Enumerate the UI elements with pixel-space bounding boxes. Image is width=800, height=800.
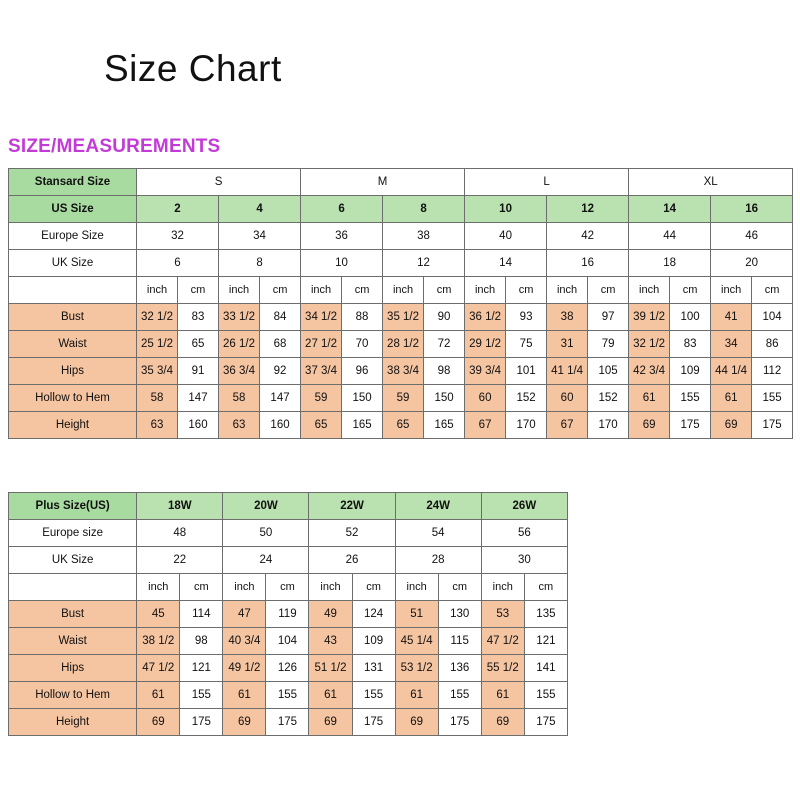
- cell-value: 37 3/4: [301, 358, 342, 385]
- cell-value: 155: [352, 682, 395, 709]
- cell-value: 58: [219, 385, 260, 412]
- unit-cell: cm: [178, 277, 219, 304]
- unit-cell: cm: [266, 574, 309, 601]
- cell-value: 155: [670, 385, 711, 412]
- row-label: Europe Size: [9, 223, 137, 250]
- cell-value: 61: [481, 682, 524, 709]
- cell-value: 91: [178, 358, 219, 385]
- cell-value: 155: [266, 682, 309, 709]
- table-row: [9, 358, 793, 385]
- plus-size-24W: 24W: [395, 493, 481, 520]
- cell-value: 39 1/2: [629, 304, 670, 331]
- cell-value: 105: [588, 358, 629, 385]
- cell-value: 65: [301, 412, 342, 439]
- cell-value: 61: [309, 682, 352, 709]
- cell-value: 60: [465, 385, 506, 412]
- cell-value: 44: [629, 223, 711, 250]
- cell-value: 119: [266, 601, 309, 628]
- row-label: UK Size: [9, 250, 137, 277]
- cell-value: 55 1/2: [481, 655, 524, 682]
- size-group-M: M: [301, 169, 465, 196]
- cell-value: 69: [137, 709, 180, 736]
- cell-value: 16: [547, 250, 629, 277]
- plus-size-table: [8, 492, 568, 736]
- cell-value: 6: [301, 196, 383, 223]
- cell-value: 47: [223, 601, 266, 628]
- cell-value: 67: [465, 412, 506, 439]
- row-label: Hollow to Hem: [9, 385, 137, 412]
- cell-value: 61: [711, 385, 752, 412]
- table-row: [9, 709, 568, 736]
- cell-value: 150: [342, 385, 383, 412]
- cell-value: 115: [438, 628, 481, 655]
- cell-value: 109: [352, 628, 395, 655]
- cell-value: 131: [352, 655, 395, 682]
- cell-value: 67: [547, 412, 588, 439]
- cell-value: 38: [547, 304, 588, 331]
- cell-value: 40: [465, 223, 547, 250]
- cell-value: 68: [260, 331, 301, 358]
- cell-value: 51: [395, 601, 438, 628]
- unit-cell: cm: [438, 574, 481, 601]
- unit-cell: cm: [752, 277, 793, 304]
- cell-value: 14: [465, 250, 547, 277]
- cell-value: 60: [547, 385, 588, 412]
- plus-size-20W: 20W: [223, 493, 309, 520]
- unit-cell: inch: [219, 277, 260, 304]
- cell-value: 136: [438, 655, 481, 682]
- cell-value: 56: [481, 520, 567, 547]
- cell-value: 36 3/4: [219, 358, 260, 385]
- standard-size-header: Stansard Size: [9, 169, 137, 196]
- cell-value: 88: [342, 304, 383, 331]
- table-row: [9, 682, 568, 709]
- cell-value: 84: [260, 304, 301, 331]
- size-group-S: S: [137, 169, 301, 196]
- cell-value: 33 1/2: [219, 304, 260, 331]
- unit-cell: cm: [524, 574, 567, 601]
- plus-size-26W: 26W: [481, 493, 567, 520]
- size-group-XL: XL: [629, 169, 793, 196]
- unit-cell: inch: [711, 277, 752, 304]
- row-label: Hips: [9, 655, 137, 682]
- cell-value: 69: [309, 709, 352, 736]
- cell-value: 175: [180, 709, 223, 736]
- unit-cell: inch: [481, 574, 524, 601]
- cell-value: 100: [670, 304, 711, 331]
- cell-value: 35 3/4: [137, 358, 178, 385]
- cell-value: 45 1/4: [395, 628, 438, 655]
- row-label: Waist: [9, 628, 137, 655]
- unit-cell: inch: [465, 277, 506, 304]
- plus-size-22W: 22W: [309, 493, 395, 520]
- unit-cell: cm: [352, 574, 395, 601]
- cell-value: 12: [547, 196, 629, 223]
- cell-value: 48: [137, 520, 223, 547]
- cell-value: 8: [219, 250, 301, 277]
- cell-value: 98: [180, 628, 223, 655]
- cell-value: 51 1/2: [309, 655, 352, 682]
- table-row: [9, 169, 793, 196]
- cell-value: 47 1/2: [137, 655, 180, 682]
- cell-value: 25 1/2: [137, 331, 178, 358]
- cell-value: 20: [711, 250, 793, 277]
- row-label: Europe size: [9, 520, 137, 547]
- unit-cell: inch: [383, 277, 424, 304]
- plus-size-header: Plus Size(US): [9, 493, 137, 520]
- unit-cell: inch: [547, 277, 588, 304]
- cell-value: 124: [352, 601, 395, 628]
- cell-value: 10: [301, 250, 383, 277]
- cell-value: 24: [223, 547, 309, 574]
- table-row: [9, 385, 793, 412]
- table-row: [9, 655, 568, 682]
- row-label: Bust: [9, 304, 137, 331]
- cell-value: 8: [383, 196, 465, 223]
- cell-value: 175: [670, 412, 711, 439]
- cell-value: 22: [137, 547, 223, 574]
- section-label: SIZE/MEASUREMENTS: [8, 136, 221, 157]
- row-label: Height: [9, 709, 137, 736]
- cell-value: 16: [711, 196, 793, 223]
- table-row: [9, 196, 793, 223]
- cell-value: 42 3/4: [629, 358, 670, 385]
- row-label-empty: [9, 574, 137, 601]
- table-row: [9, 574, 568, 601]
- table-row: [9, 304, 793, 331]
- cell-value: 36 1/2: [465, 304, 506, 331]
- cell-value: 52: [309, 520, 395, 547]
- cell-value: 50: [223, 520, 309, 547]
- cell-value: 135: [524, 601, 567, 628]
- cell-value: 98: [424, 358, 465, 385]
- cell-value: 152: [588, 385, 629, 412]
- page-title: Size Chart: [104, 48, 282, 89]
- cell-value: 6: [137, 250, 219, 277]
- table-row: [9, 493, 568, 520]
- cell-value: 18: [629, 250, 711, 277]
- unit-cell: inch: [301, 277, 342, 304]
- cell-value: 53 1/2: [395, 655, 438, 682]
- cell-value: 34 1/2: [301, 304, 342, 331]
- table-row: [9, 628, 568, 655]
- cell-value: 14: [629, 196, 711, 223]
- unit-cell: cm: [342, 277, 383, 304]
- cell-value: 4: [219, 196, 301, 223]
- cell-value: 65: [383, 412, 424, 439]
- cell-value: 69: [481, 709, 524, 736]
- cell-value: 36: [301, 223, 383, 250]
- cell-value: 101: [506, 358, 547, 385]
- unit-cell: inch: [395, 574, 438, 601]
- cell-value: 170: [506, 412, 547, 439]
- cell-value: 58: [137, 385, 178, 412]
- row-label-empty: [9, 277, 137, 304]
- cell-value: 53: [481, 601, 524, 628]
- cell-value: 32 1/2: [137, 304, 178, 331]
- table-row: [9, 547, 568, 574]
- table-row: [9, 331, 793, 358]
- cell-value: 83: [178, 304, 219, 331]
- unit-cell: cm: [506, 277, 547, 304]
- cell-value: 31: [547, 331, 588, 358]
- cell-value: 47 1/2: [481, 628, 524, 655]
- row-label: Waist: [9, 331, 137, 358]
- cell-value: 69: [711, 412, 752, 439]
- unit-cell: cm: [180, 574, 223, 601]
- cell-value: 175: [752, 412, 793, 439]
- cell-value: 69: [395, 709, 438, 736]
- table-row: [9, 250, 793, 277]
- row-label: UK Size: [9, 547, 137, 574]
- cell-value: 96: [342, 358, 383, 385]
- cell-value: 38: [383, 223, 465, 250]
- row-label: Hollow to Hem: [9, 682, 137, 709]
- cell-value: 93: [506, 304, 547, 331]
- cell-value: 59: [383, 385, 424, 412]
- cell-value: 69: [629, 412, 670, 439]
- cell-value: 147: [260, 385, 301, 412]
- cell-value: 175: [352, 709, 395, 736]
- cell-value: 61: [395, 682, 438, 709]
- cell-value: 41 1/4: [547, 358, 588, 385]
- cell-value: 72: [424, 331, 465, 358]
- cell-value: 32: [137, 223, 219, 250]
- cell-value: 42: [547, 223, 629, 250]
- unit-cell: inch: [223, 574, 266, 601]
- unit-cell: inch: [137, 277, 178, 304]
- cell-value: 49: [309, 601, 352, 628]
- cell-value: 63: [137, 412, 178, 439]
- cell-value: 44 1/4: [711, 358, 752, 385]
- cell-value: 170: [588, 412, 629, 439]
- table-row: [9, 601, 568, 628]
- cell-value: 54: [395, 520, 481, 547]
- cell-value: 114: [180, 601, 223, 628]
- cell-value: 69: [223, 709, 266, 736]
- cell-value: 45: [137, 601, 180, 628]
- cell-value: 28 1/2: [383, 331, 424, 358]
- table-row: [9, 412, 793, 439]
- cell-value: 83: [670, 331, 711, 358]
- cell-value: 38 1/2: [137, 628, 180, 655]
- cell-value: 63: [219, 412, 260, 439]
- unit-cell: inch: [309, 574, 352, 601]
- cell-value: 90: [424, 304, 465, 331]
- cell-value: 97: [588, 304, 629, 331]
- row-label: US Size: [9, 196, 137, 223]
- cell-value: 112: [752, 358, 793, 385]
- cell-value: 61: [223, 682, 266, 709]
- cell-value: 65: [178, 331, 219, 358]
- cell-value: 40 3/4: [223, 628, 266, 655]
- unit-cell: inch: [137, 574, 180, 601]
- cell-value: 104: [266, 628, 309, 655]
- cell-value: 86: [752, 331, 793, 358]
- cell-value: 175: [524, 709, 567, 736]
- cell-value: 121: [180, 655, 223, 682]
- table-row: [9, 520, 568, 547]
- cell-value: 27 1/2: [301, 331, 342, 358]
- cell-value: 61: [137, 682, 180, 709]
- cell-value: 152: [506, 385, 547, 412]
- cell-value: 155: [438, 682, 481, 709]
- unit-cell: cm: [260, 277, 301, 304]
- cell-value: 160: [260, 412, 301, 439]
- cell-value: 104: [752, 304, 793, 331]
- cell-value: 79: [588, 331, 629, 358]
- cell-value: 41: [711, 304, 752, 331]
- cell-value: 34: [711, 331, 752, 358]
- table-row: [9, 223, 793, 250]
- cell-value: 121: [524, 628, 567, 655]
- cell-value: 150: [424, 385, 465, 412]
- cell-value: 12: [383, 250, 465, 277]
- cell-value: 34: [219, 223, 301, 250]
- cell-value: 175: [438, 709, 481, 736]
- cell-value: 30: [481, 547, 567, 574]
- cell-value: 141: [524, 655, 567, 682]
- size-group-L: L: [465, 169, 629, 196]
- cell-value: 92: [260, 358, 301, 385]
- cell-value: 147: [178, 385, 219, 412]
- unit-cell: cm: [670, 277, 711, 304]
- cell-value: 126: [266, 655, 309, 682]
- cell-value: 165: [424, 412, 465, 439]
- cell-value: 43: [309, 628, 352, 655]
- row-label: Height: [9, 412, 137, 439]
- cell-value: 32 1/2: [629, 331, 670, 358]
- cell-value: 10: [465, 196, 547, 223]
- cell-value: 29 1/2: [465, 331, 506, 358]
- cell-value: 155: [180, 682, 223, 709]
- unit-cell: inch: [629, 277, 670, 304]
- unit-cell: cm: [588, 277, 629, 304]
- standard-size-table: [8, 168, 793, 439]
- cell-value: 175: [266, 709, 309, 736]
- cell-value: 155: [752, 385, 793, 412]
- cell-value: 165: [342, 412, 383, 439]
- table-row: [9, 277, 793, 304]
- cell-value: 70: [342, 331, 383, 358]
- cell-value: 35 1/2: [383, 304, 424, 331]
- cell-value: 46: [711, 223, 793, 250]
- cell-value: 59: [301, 385, 342, 412]
- cell-value: 130: [438, 601, 481, 628]
- cell-value: 109: [670, 358, 711, 385]
- unit-cell: cm: [424, 277, 465, 304]
- cell-value: 75: [506, 331, 547, 358]
- cell-value: 39 3/4: [465, 358, 506, 385]
- cell-value: 61: [629, 385, 670, 412]
- cell-value: 26 1/2: [219, 331, 260, 358]
- row-label: Bust: [9, 601, 137, 628]
- cell-value: 49 1/2: [223, 655, 266, 682]
- cell-value: 38 3/4: [383, 358, 424, 385]
- cell-value: 155: [524, 682, 567, 709]
- cell-value: 26: [309, 547, 395, 574]
- row-label: Hips: [9, 358, 137, 385]
- cell-value: 160: [178, 412, 219, 439]
- cell-value: 28: [395, 547, 481, 574]
- plus-size-18W: 18W: [137, 493, 223, 520]
- cell-value: 2: [137, 196, 219, 223]
